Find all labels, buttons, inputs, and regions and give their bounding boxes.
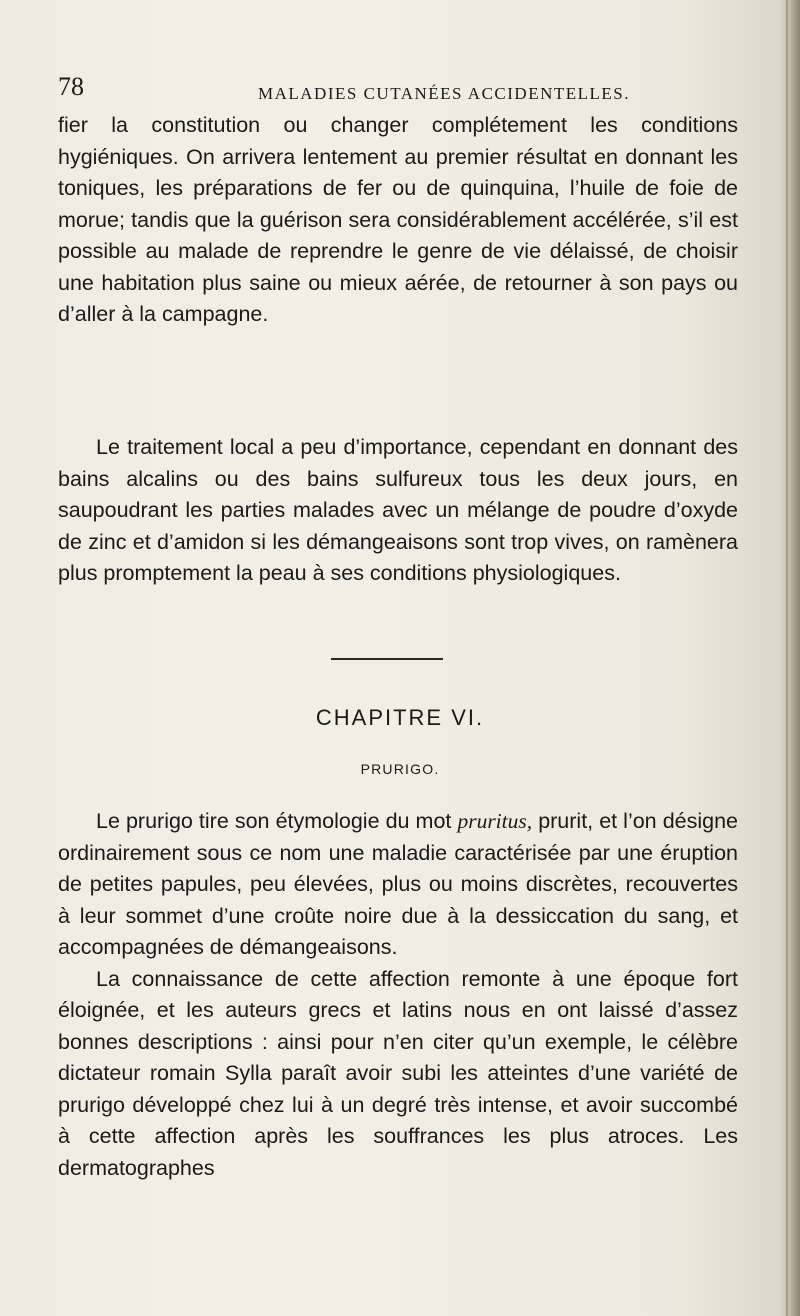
paragraph-etymology bbox=[58, 806, 738, 964]
paragraph-treatment: Le traitement local a peu d’importance, cependant en donnant des bains alcalins ou des bains sulfureux tous les deux jours, en saupoudrant les parties malades avec un mélange de poudre d’oxyde de zinc et d’amidon si les démangeaisons sont trop vives, on ramènera plus promptement la peau à ses conditions physiologiques. bbox=[58, 435, 738, 585]
page-edge-shadow bbox=[778, 0, 800, 1316]
paragraph-continuation: fier la constitution ou changer complétement les conditions hygiéniques. On arrivera lentement au premier résultat en donnant les toniques, les préparations de fer ou de quinquina, l’huile de foie de morue; tandis que la guérison sera considérablement accélérée, s’il est possible au malade de reprendre le genre de vie délaissé, de choisir une habitation plus saine ou mieux aérée, de retourner à son pays ou d’aller à la campagne. bbox=[58, 113, 738, 326]
etymology-text-end: prurit, et l’on désigne ordinairement sous ce nom une maladie caractérisée par une éruption de petites papules, peu élevées, plus ou moins discrètes, recouvertes à leur sommet d’une croûte noire due à la dessiccation du sang, et accompagnées de démangeaisons. bbox=[58, 809, 739, 959]
section-divider bbox=[331, 658, 443, 660]
section-title: PRURIGO. bbox=[360, 761, 440, 777]
chapter-title: CHAPITRE VI. bbox=[315, 705, 485, 730]
paragraph-history: La connaissance de cette affection remonte à une époque fort éloignée, et les auteurs grecs et latins nous en ont laissé d’assez bonnes descriptions : ainsi pour n’en citer qu’un exemple, le célèbre dictateur romain Sylla paraît avoir subi les atteintes d’une variété de prurigo développé chez lui à un degré très intense, et avoir succombé à cette affection après les souffrances les plus atroces. Les dermatographes bbox=[58, 966, 738, 1180]
text-block-prurigo bbox=[58, 806, 738, 1184]
text-block-treatment bbox=[58, 432, 738, 590]
running-title: MALADIES CUTANÉES ACCIDENTELLES. bbox=[258, 84, 630, 103]
page-number: 78 bbox=[58, 72, 84, 101]
text-block-top bbox=[58, 110, 738, 331]
latin-term: pruritus, bbox=[457, 809, 533, 833]
page-edge-line bbox=[786, 0, 788, 1316]
running-head bbox=[58, 72, 698, 112]
etymology-text-start: Le prurigo tire son étymologie du mot bbox=[96, 809, 458, 833]
